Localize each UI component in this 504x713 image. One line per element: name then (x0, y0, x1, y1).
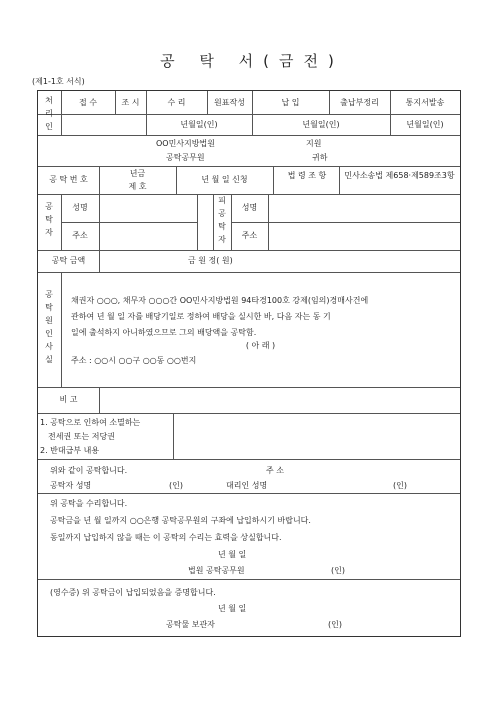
apply-date-label: 년 월 일 신청 (201, 175, 248, 184)
process-date: 년월일(인) (180, 120, 218, 129)
reason-line: 관하여 년 월 일 자를 배당기일로 정하여 배당을 실시한 바, 다음 자는 동 기 (71, 312, 331, 321)
row-divider (231, 222, 460, 223)
acceptance-line: 공탁금을 년 월 일까지 ○○은행 공탁공무원의 구좌에 납입하시기 바랍니다. (50, 516, 311, 525)
row-divider (38, 114, 460, 115)
process-date: 년월일(인) (302, 120, 340, 129)
law-value: 민사소송법 제658·제589조3항 (344, 171, 455, 180)
payee-label: 피공탁자 (218, 196, 226, 244)
process-col: 납 입 (281, 98, 300, 107)
col-divider (213, 194, 214, 250)
col-divider (273, 166, 274, 194)
receipt-keeper: 공탁물 보관자 (166, 620, 215, 629)
reason-line: 채권자 ○○○, 채무자 ○○○간 OO민사지방법원 94타경100호 강제(임의)경매사건에 (71, 296, 369, 305)
remarks-label: 비 고 (59, 395, 78, 404)
process-col: 접 수 (79, 98, 97, 107)
process-col: 출납부정리 (340, 98, 379, 107)
acceptance-line: 위 공탁을 수리합니다. (50, 499, 128, 508)
col-divider (173, 413, 174, 459)
seal-mark: (인) (331, 566, 345, 575)
process-col: 통지서발송 (405, 98, 445, 107)
reason-line: 일에 출석하지 아니하였으므로 그의 배당액을 공탁함. (71, 328, 257, 337)
row-divider (38, 493, 460, 494)
col-divider (99, 387, 100, 413)
request-address-label: 주 소 (266, 466, 284, 475)
deposit-year-label: 년금 (129, 169, 146, 178)
col-divider (99, 194, 100, 250)
request-line: 위와 같이 공탁합니다. (50, 466, 128, 475)
receipt-date: 년 월 일 (218, 604, 247, 613)
form-number: (제1-1호 서식) (32, 77, 85, 86)
process-col: 수 리 (167, 98, 186, 107)
process-col: 조 시 (121, 98, 140, 107)
row-divider (38, 459, 460, 460)
process-col: 원표작성 (214, 98, 245, 107)
reason-below: ( 아 래 ) (245, 341, 276, 350)
amount-label: 공탁 금액 (51, 256, 86, 265)
acceptance-officer: 법원 공탁공무원 (188, 566, 245, 575)
seal-mark: (인) (328, 620, 342, 629)
note-item: 2. 반대급부 내용 (40, 446, 100, 455)
deposit-num-label: 제 호 (128, 182, 147, 191)
seal-mark: (인) (393, 481, 407, 490)
depositor-name-label: 성명 (72, 203, 88, 212)
note-item: 1. 공탁으로 인하여 소멸하는 (40, 418, 141, 427)
row-divider (38, 579, 460, 580)
court-name: OO민사지방법원 (156, 139, 215, 148)
process-label: 처리인 (45, 96, 53, 131)
row-divider (38, 194, 460, 195)
reason-label: 공탁원인사실 (45, 290, 53, 364)
row-divider (38, 272, 460, 273)
payee-address-label: 주소 (241, 231, 258, 240)
law-label: 법 령 조 항 (287, 171, 327, 180)
depositor-label: 공탁자 (45, 202, 53, 237)
payee-name-label: 성명 (241, 203, 258, 212)
court-officer: 공탁공무원 (166, 153, 205, 162)
amount-value: 금 원 정( 원) (188, 256, 233, 265)
col-divider (99, 250, 100, 272)
row-divider (38, 166, 460, 167)
depositor-address-label: 주소 (72, 231, 88, 240)
court-branch: 지원 (306, 139, 322, 148)
row-divider (61, 222, 197, 223)
note-item: 전세권 또는 저당권 (48, 432, 115, 441)
deposit-number-label: 공 탁 번 호 (49, 175, 88, 184)
col-divider (197, 194, 198, 250)
acceptance-line: 동일까지 납입하지 않을 때는 이 공탁의 수리는 효력을 상실합니다. (50, 533, 282, 542)
row-divider (38, 135, 460, 136)
request-agent-name: 대리인 성명 (226, 481, 268, 490)
document-title: 공 탁 서(금전) (160, 52, 344, 70)
process-date: 년월일(인) (406, 120, 444, 129)
col-divider (268, 194, 269, 250)
request-depositor-name: 공탁자 성명 (50, 481, 92, 490)
court-honorific: 귀하 (312, 153, 328, 162)
receipt-line: (영수증) 위 공탁금이 납입되었음을 증명합니다. (50, 588, 216, 597)
reason-address: 주소 : ○○시 ○○구 ○○동 ○○번지 (71, 356, 197, 365)
deposit-form (37, 90, 461, 637)
acceptance-date: 년 월 일 (218, 550, 247, 559)
row-divider (38, 387, 460, 388)
row-divider (38, 413, 460, 414)
seal-mark: (인) (169, 481, 183, 490)
col-divider (61, 272, 62, 387)
row-divider (38, 250, 460, 251)
